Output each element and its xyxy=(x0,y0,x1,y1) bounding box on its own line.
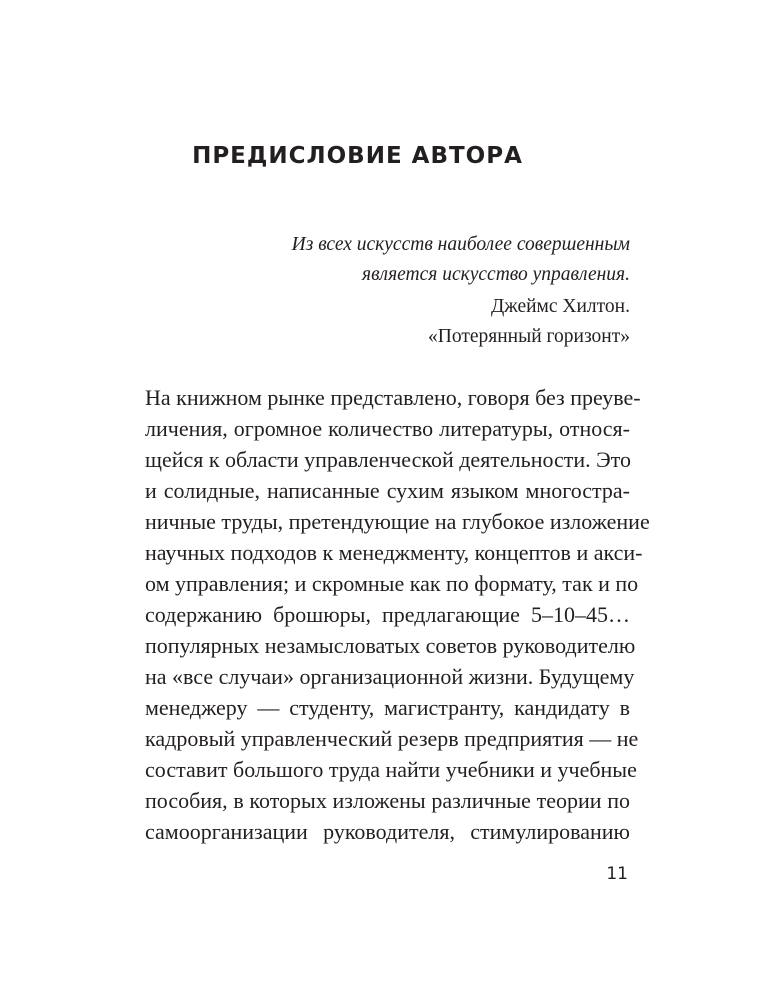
text-line: составит большого труда найти учебники и учебные xyxy=(145,757,637,782)
text-line: пособия, в которых изложены различные теории по xyxy=(145,788,630,813)
text-line: кадровый управленческий резерв предприятия — не xyxy=(145,726,639,751)
text-line: личения, огромное количество литературы, относя- xyxy=(145,416,630,441)
text-line: На книжном рынке представлено, говоря без преуве- xyxy=(145,385,641,410)
text-line: научных подходов к менеджменту, концептов и акси- xyxy=(145,540,643,565)
epigraph xyxy=(292,230,630,351)
text-line: менеджеру — студенту, магистранту, кандидату в xyxy=(145,695,630,720)
body-text xyxy=(145,382,650,847)
text-line: популярных незамысловатых советов руководителю xyxy=(145,633,636,658)
text-line: содержанию брошюры, предлагающие 5–10–45… xyxy=(145,602,630,627)
text-line: ничные труды, претендующие на глубокое изложение xyxy=(145,509,650,534)
epigraph-source: «Потерянный горизонт» xyxy=(428,325,630,347)
text-line: ом управления; и скромные как по формату, так и по xyxy=(145,571,639,596)
chapter-title: ПРЕДИСЛОВИЕ АВТОРА xyxy=(192,143,523,169)
text-line: и солидные, написанные сухим языком многостра- xyxy=(145,478,630,503)
epigraph-quote-line: является искусство управления. xyxy=(362,263,630,285)
text-line: на «все случаи» организационной жизни. Будущему xyxy=(145,664,635,689)
epigraph-author: Джеймс Хилтон. xyxy=(490,296,630,317)
text-line: самоорганизации руководителя, стимулированию xyxy=(145,819,630,844)
epigraph-quote-line: Из всех искусств наиболее совершенным xyxy=(291,234,630,255)
page-number: 11 xyxy=(606,864,628,884)
text-line: щейся к области управленческой деятельности. Это xyxy=(145,447,632,472)
